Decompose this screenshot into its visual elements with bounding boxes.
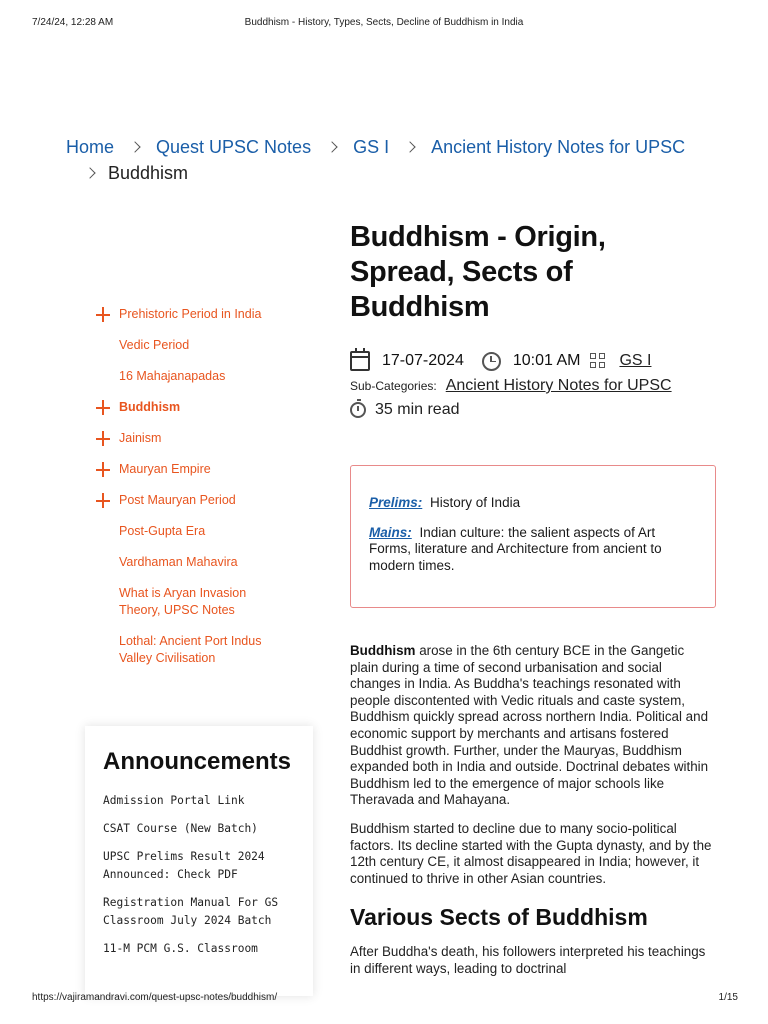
- sidebar-item-mahajanapadas[interactable]: [96, 368, 296, 385]
- breadcrumb: [66, 134, 706, 186]
- sidebar-item-jainism[interactable]: [96, 430, 296, 447]
- announcements-heading: Announcements: [103, 748, 292, 775]
- subcategory-link[interactable]: Ancient History Notes for UPSC: [445, 377, 672, 394]
- sidebar-item-label[interactable]: Lothal: Ancient Port Indus Valley Civilisation: [119, 634, 262, 665]
- plus-icon[interactable]: [96, 493, 111, 508]
- sidebar-item-label[interactable]: Jainism: [119, 431, 162, 445]
- announcement-link[interactable]: UPSC Prelims Result 2024 Announced: Check PDF: [103, 850, 265, 881]
- topic-sidebar: [96, 303, 296, 667]
- sidebar-item-label[interactable]: Vedic Period: [119, 338, 190, 352]
- subcategories-label: Sub-Categories:: [350, 379, 437, 393]
- publish-date: 17-07-2024: [382, 352, 464, 369]
- mains-link[interactable]: Mains:: [369, 524, 412, 540]
- print-url: https://vajiramandravi.com/quest-upsc-notes/buddhism/: [32, 992, 278, 1003]
- chevron-right-icon: [320, 134, 346, 160]
- sidebar-item-label[interactable]: What is Aryan Invasion Theory, UPSC Notes: [119, 586, 247, 617]
- prelims-link[interactable]: Prelims:: [369, 495, 423, 510]
- category-link[interactable]: GS I: [619, 352, 652, 369]
- prelims-row: [369, 495, 697, 512]
- subcategories: [350, 377, 716, 395]
- article-title: Buddhism - Origin, Spread, Sects of Buddhism: [350, 221, 606, 323]
- sidebar-item-label[interactable]: Prehistoric Period in India: [119, 307, 262, 321]
- breadcrumb-ancient-history-link[interactable]: Ancient History Notes for UPSC: [431, 137, 686, 157]
- mains-row: [369, 525, 697, 575]
- announcement-link[interactable]: CSAT Course (New Batch): [103, 822, 258, 835]
- sidebar-item-label[interactable]: Post-Gupta Era: [119, 524, 206, 538]
- print-title: Buddhism - History, Types, Sects, Decline of Buddhism in India: [244, 17, 524, 28]
- sidebar-item-prehistoric[interactable]: [96, 306, 296, 323]
- sidebar-item-buddhism[interactable]: [96, 399, 296, 416]
- sidebar-item-lothal[interactable]: [96, 633, 276, 667]
- sidebar-item-label[interactable]: 16 Mahajanapadas: [119, 369, 226, 383]
- article-body: [350, 643, 716, 977]
- sidebar-item-label[interactable]: Vardhaman Mahavira: [119, 555, 238, 569]
- plus-icon[interactable]: [96, 431, 111, 446]
- calendar-icon: [350, 351, 370, 371]
- print-header: [0, 17, 768, 33]
- sidebar-item-mauryan[interactable]: [96, 461, 296, 478]
- chevron-right-icon: [398, 134, 424, 160]
- plus-icon[interactable]: [96, 462, 111, 477]
- mains-text: Indian culture: the salient aspects of Art Forms, literature and Architecture from ancient to modern times.: [369, 524, 662, 573]
- publish-time: 10:01 AM: [512, 352, 581, 369]
- category-grid-icon: [590, 353, 607, 370]
- sidebar-item-mahavira[interactable]: [96, 554, 296, 571]
- clock-icon: [482, 352, 501, 371]
- chevron-right-icon: [78, 160, 104, 186]
- paragraph: [350, 643, 716, 809]
- sidebar-item-post-gupta[interactable]: [96, 523, 296, 540]
- breadcrumb-home-link[interactable]: Home: [66, 137, 115, 157]
- breadcrumb-quest-notes-link[interactable]: Quest UPSC Notes: [156, 137, 312, 157]
- breadcrumb-gs1-link[interactable]: GS I: [353, 137, 390, 157]
- chevron-right-icon: [123, 134, 149, 160]
- plus-icon[interactable]: [96, 307, 111, 322]
- sidebar-item-label[interactable]: Buddhism: [119, 400, 181, 414]
- read-time: [350, 401, 716, 419]
- print-datetime: 7/24/24, 12:28 AM: [32, 17, 114, 28]
- breadcrumb-current: Buddhism: [108, 163, 189, 183]
- page-number: 1/15: [718, 992, 738, 1003]
- plus-icon[interactable]: [96, 400, 111, 415]
- sidebar-item-label[interactable]: Post Mauryan Period: [119, 493, 236, 507]
- sidebar-item-vedic[interactable]: [96, 337, 296, 354]
- stopwatch-icon: [350, 402, 366, 418]
- paragraph-text: arose in the 6th century BCE in the Gangetic plain during a time of second urbanisation and social changes in India. As Buddha's teachings resonated with people discontented with Vedic rituals and caste system, Buddhism quickly spread across northern India. Political and economic support by merchants and artisans fostered Buddhist growth. Further, under the Mauryas, Buddhism expanded both in India and outside. Doctrinal debates within Buddhism led to the emergence of major schools like Theravada and Mahayana.: [350, 643, 709, 808]
- bold-term: Buddhism: [350, 643, 416, 658]
- announcement-link[interactable]: Registration Manual For GS Classroom July 2024 Batch: [103, 896, 279, 927]
- paragraph: After Buddha's death, his followers interpreted his teachings in different ways, leading to doctrinal: [350, 943, 706, 976]
- syllabus-box: [350, 465, 716, 608]
- section-heading: Various Sects of Buddhism: [350, 904, 648, 931]
- article: [350, 220, 716, 989]
- announcements-panel: [85, 726, 313, 996]
- announcement-link[interactable]: 11-M PCM G.S. Classroom: [103, 942, 258, 955]
- sidebar-item-aryan-invasion[interactable]: [96, 585, 276, 619]
- announcement-link[interactable]: Admission Portal Link: [103, 794, 245, 807]
- print-footer: [0, 992, 768, 1006]
- sidebar-item-post-mauryan[interactable]: [96, 492, 296, 509]
- prelims-text: History of India: [430, 495, 521, 510]
- read-time-text: 35 min read: [375, 401, 460, 418]
- sidebar-item-label[interactable]: Mauryan Empire: [119, 462, 211, 476]
- article-meta: [350, 349, 716, 373]
- paragraph: Buddhism started to decline due to many socio-political factors. Its decline started with the Gupta dynasty, and by the 12th century CE, it almost disappeared in India; however, it continued to thrive in other Asian countries.: [350, 820, 712, 886]
